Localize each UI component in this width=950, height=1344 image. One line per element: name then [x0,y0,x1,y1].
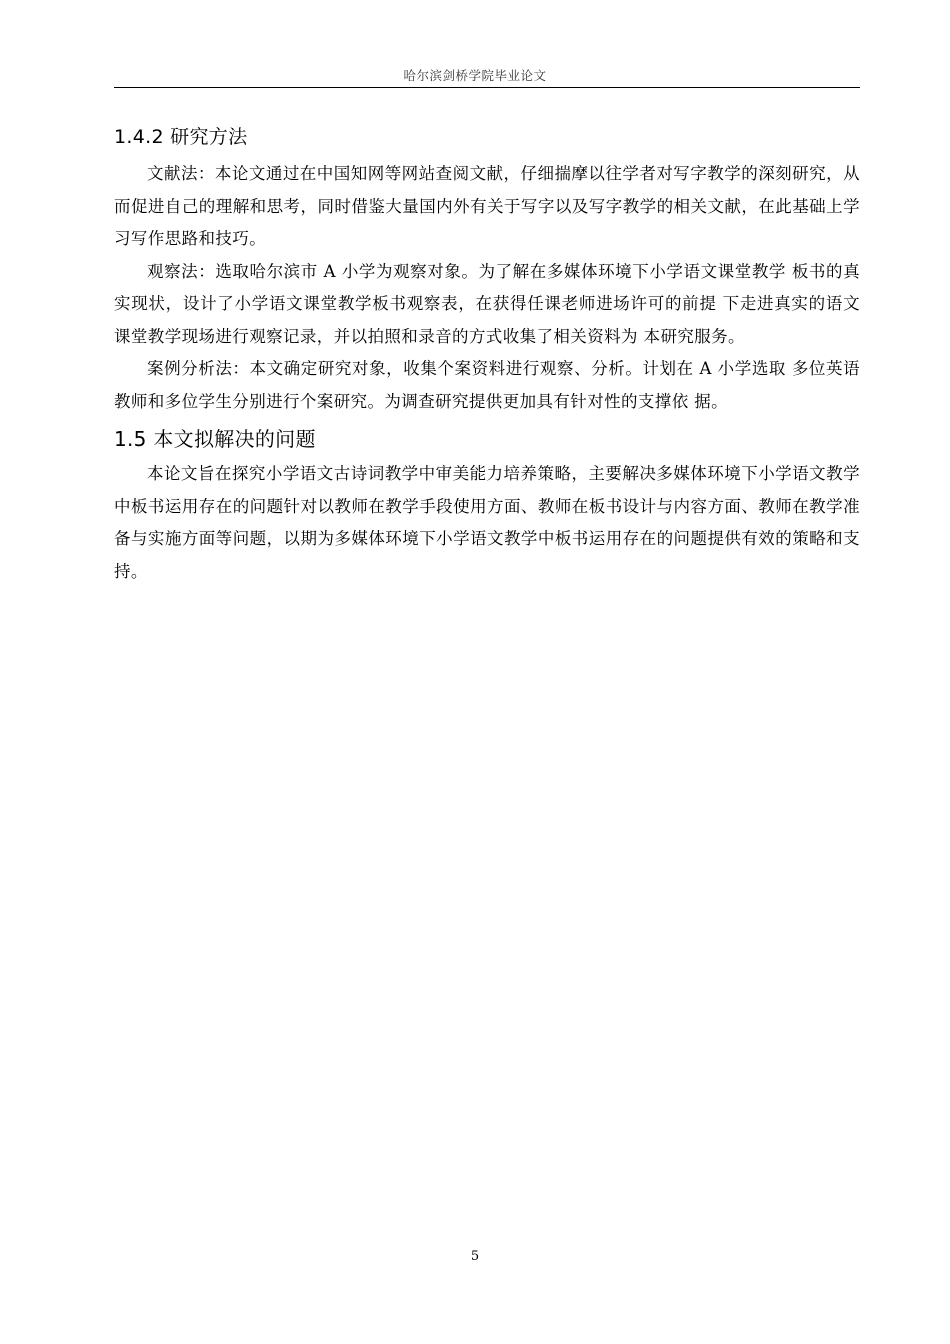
paragraph-observation-method: 观察法：选取哈尔滨市 A 小学为观察对象。为了解在多媒体环境下小学语文课堂教学 板书的真实现状，设计了小学语文课堂教学板书观察表，在获得任课老师进场许可的前提 下走进真实的语文课堂教学现场进行观察记录，并以拍照和录音的方式收集了相关资料为 本研究服务。 [114,261,860,346]
header-divider [114,87,860,88]
section-heading-1-4-2: 1.4.2 研究方法 [114,126,248,148]
paragraph-case-analysis-method: 案例分析法：本文确定研究对象，收集个案资料进行观察、分析。计划在 A 小学选取 多位英语教师和多位学生分别进行个案研究。为调查研究提供更加具有针对性的支撑依 据。 [114,359,860,411]
paragraph-problems-to-solve: 本论文旨在探究小学语文古诗词教学中审美能力培养策略，主要解决多媒体环境下小学语文教学中板书运用存在的问题针对以教师在教学手段使用方面、教师在板书设计与内容方面、教师在教学准备与实施方面等问题，以期为多媒体环境下小学语文教学中板书运用存在的问题提供有效的策略和支持。 [114,464,860,581]
page-body [114,122,860,588]
page-number: 5 [470,1249,480,1264]
paragraph-literature-method: 文献法：本论文通过在中国知网等网站查阅文献，仔细揣摩以往学者对写字教学的深刻研究，从而促进自己的理解和思考，同时借鉴大量国内外有关于写字以及写字教学的相关文献，在此基础上学习写作思路和技巧。 [114,164,860,248]
running-header: 哈尔滨剑桥学院毕业论文 [403,68,547,83]
section-heading-1-5: 1.5 本文拟解决的问题 [114,427,316,451]
